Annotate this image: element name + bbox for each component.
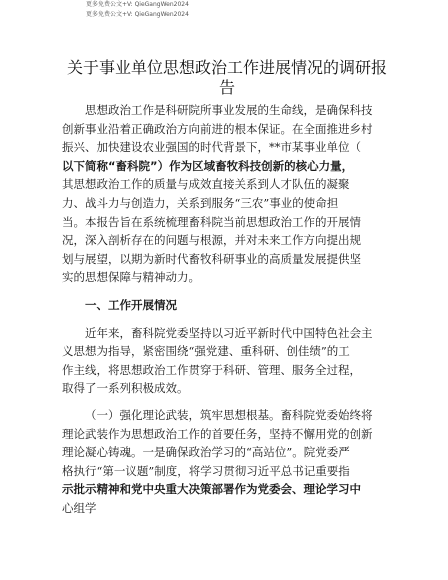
text-line: 实的思想保障与精神动力。 bbox=[62, 270, 200, 285]
text-line: 作主线，将思想政治工作贯穿于科研、管理、服务全过程， bbox=[62, 362, 361, 377]
text-line: （一）强化理论武装，筑牢思想根基。畜科院党委始终将 bbox=[85, 407, 373, 422]
text-line: 当。本报告旨在系统梳理畜科院当前思想政治工作的开展情 bbox=[62, 214, 361, 229]
text-line: 心组学 bbox=[62, 500, 97, 515]
text-line: 划与展望，以期为新时代畜牧科研事业的高质量发展提供坚 bbox=[62, 251, 361, 266]
header-watermark-line-2: 更多免费公文+V: QieGangWen2024 bbox=[86, 11, 189, 18]
text-line: 创新事业沿着正确政治方向前进的根本保证。在全面推进乡村 bbox=[62, 121, 373, 136]
paragraph-theory bbox=[62, 406, 386, 518]
text-line: 力、战斗力与创造力，关系到服务“三农”事业的使命担 bbox=[62, 195, 339, 210]
header-watermark-line-1: 更多免费公文+V: QieGangWen2024 bbox=[86, 1, 189, 8]
text-line: 况，深入剖析存在的问题与根源，并对未来工作方向提出规 bbox=[62, 233, 361, 248]
paragraph-progress bbox=[62, 324, 386, 398]
text-line: 取得了一系列积极成效。 bbox=[62, 381, 189, 396]
text-line: 近年来，畜科院党委坚持以习近平新时代中国特色社会主 bbox=[85, 325, 373, 340]
document-title bbox=[62, 58, 392, 98]
section-heading-1: 一、工作开展情况 bbox=[85, 297, 177, 312]
text-line: 理论凝心铸魂。一是确保政治学习的“高站位”。院党委严 bbox=[62, 445, 350, 460]
text-line: 以下简称“畜科院”）作为区域畜牧科技创新的核心力量， bbox=[62, 158, 354, 173]
text-line: 义思想为指导，紧密围绕“强党建、重科研、创佳绩”的工 bbox=[62, 344, 350, 359]
text-line: 其思想政治工作的质量与成效直接关系到人才队伍的凝聚 bbox=[62, 177, 350, 192]
title-line-1: 关于事业单位思想政治工作进展情况的调研报 bbox=[66, 58, 387, 77]
text-line: 示批示精神和党中央重大决策部署作为党委会、理论学习中 bbox=[62, 482, 361, 497]
text-line: 振兴、加快建设农业强国的时代背景下，**市某事业单位（ bbox=[62, 140, 361, 155]
text-line: 思想政治工作是科研院所事业发展的生命线，是确保科技 bbox=[85, 103, 373, 117]
document-body bbox=[62, 101, 386, 517]
paragraph-intro bbox=[62, 101, 386, 287]
text-line: 格执行“第一议题”制度，将学习贯彻习近平总书记重要指 bbox=[62, 463, 350, 478]
title-line-2: 告 bbox=[218, 78, 235, 97]
text-line: 理论武装作为思想政治工作的首要任务，坚持不懈用党的创新 bbox=[62, 426, 373, 441]
